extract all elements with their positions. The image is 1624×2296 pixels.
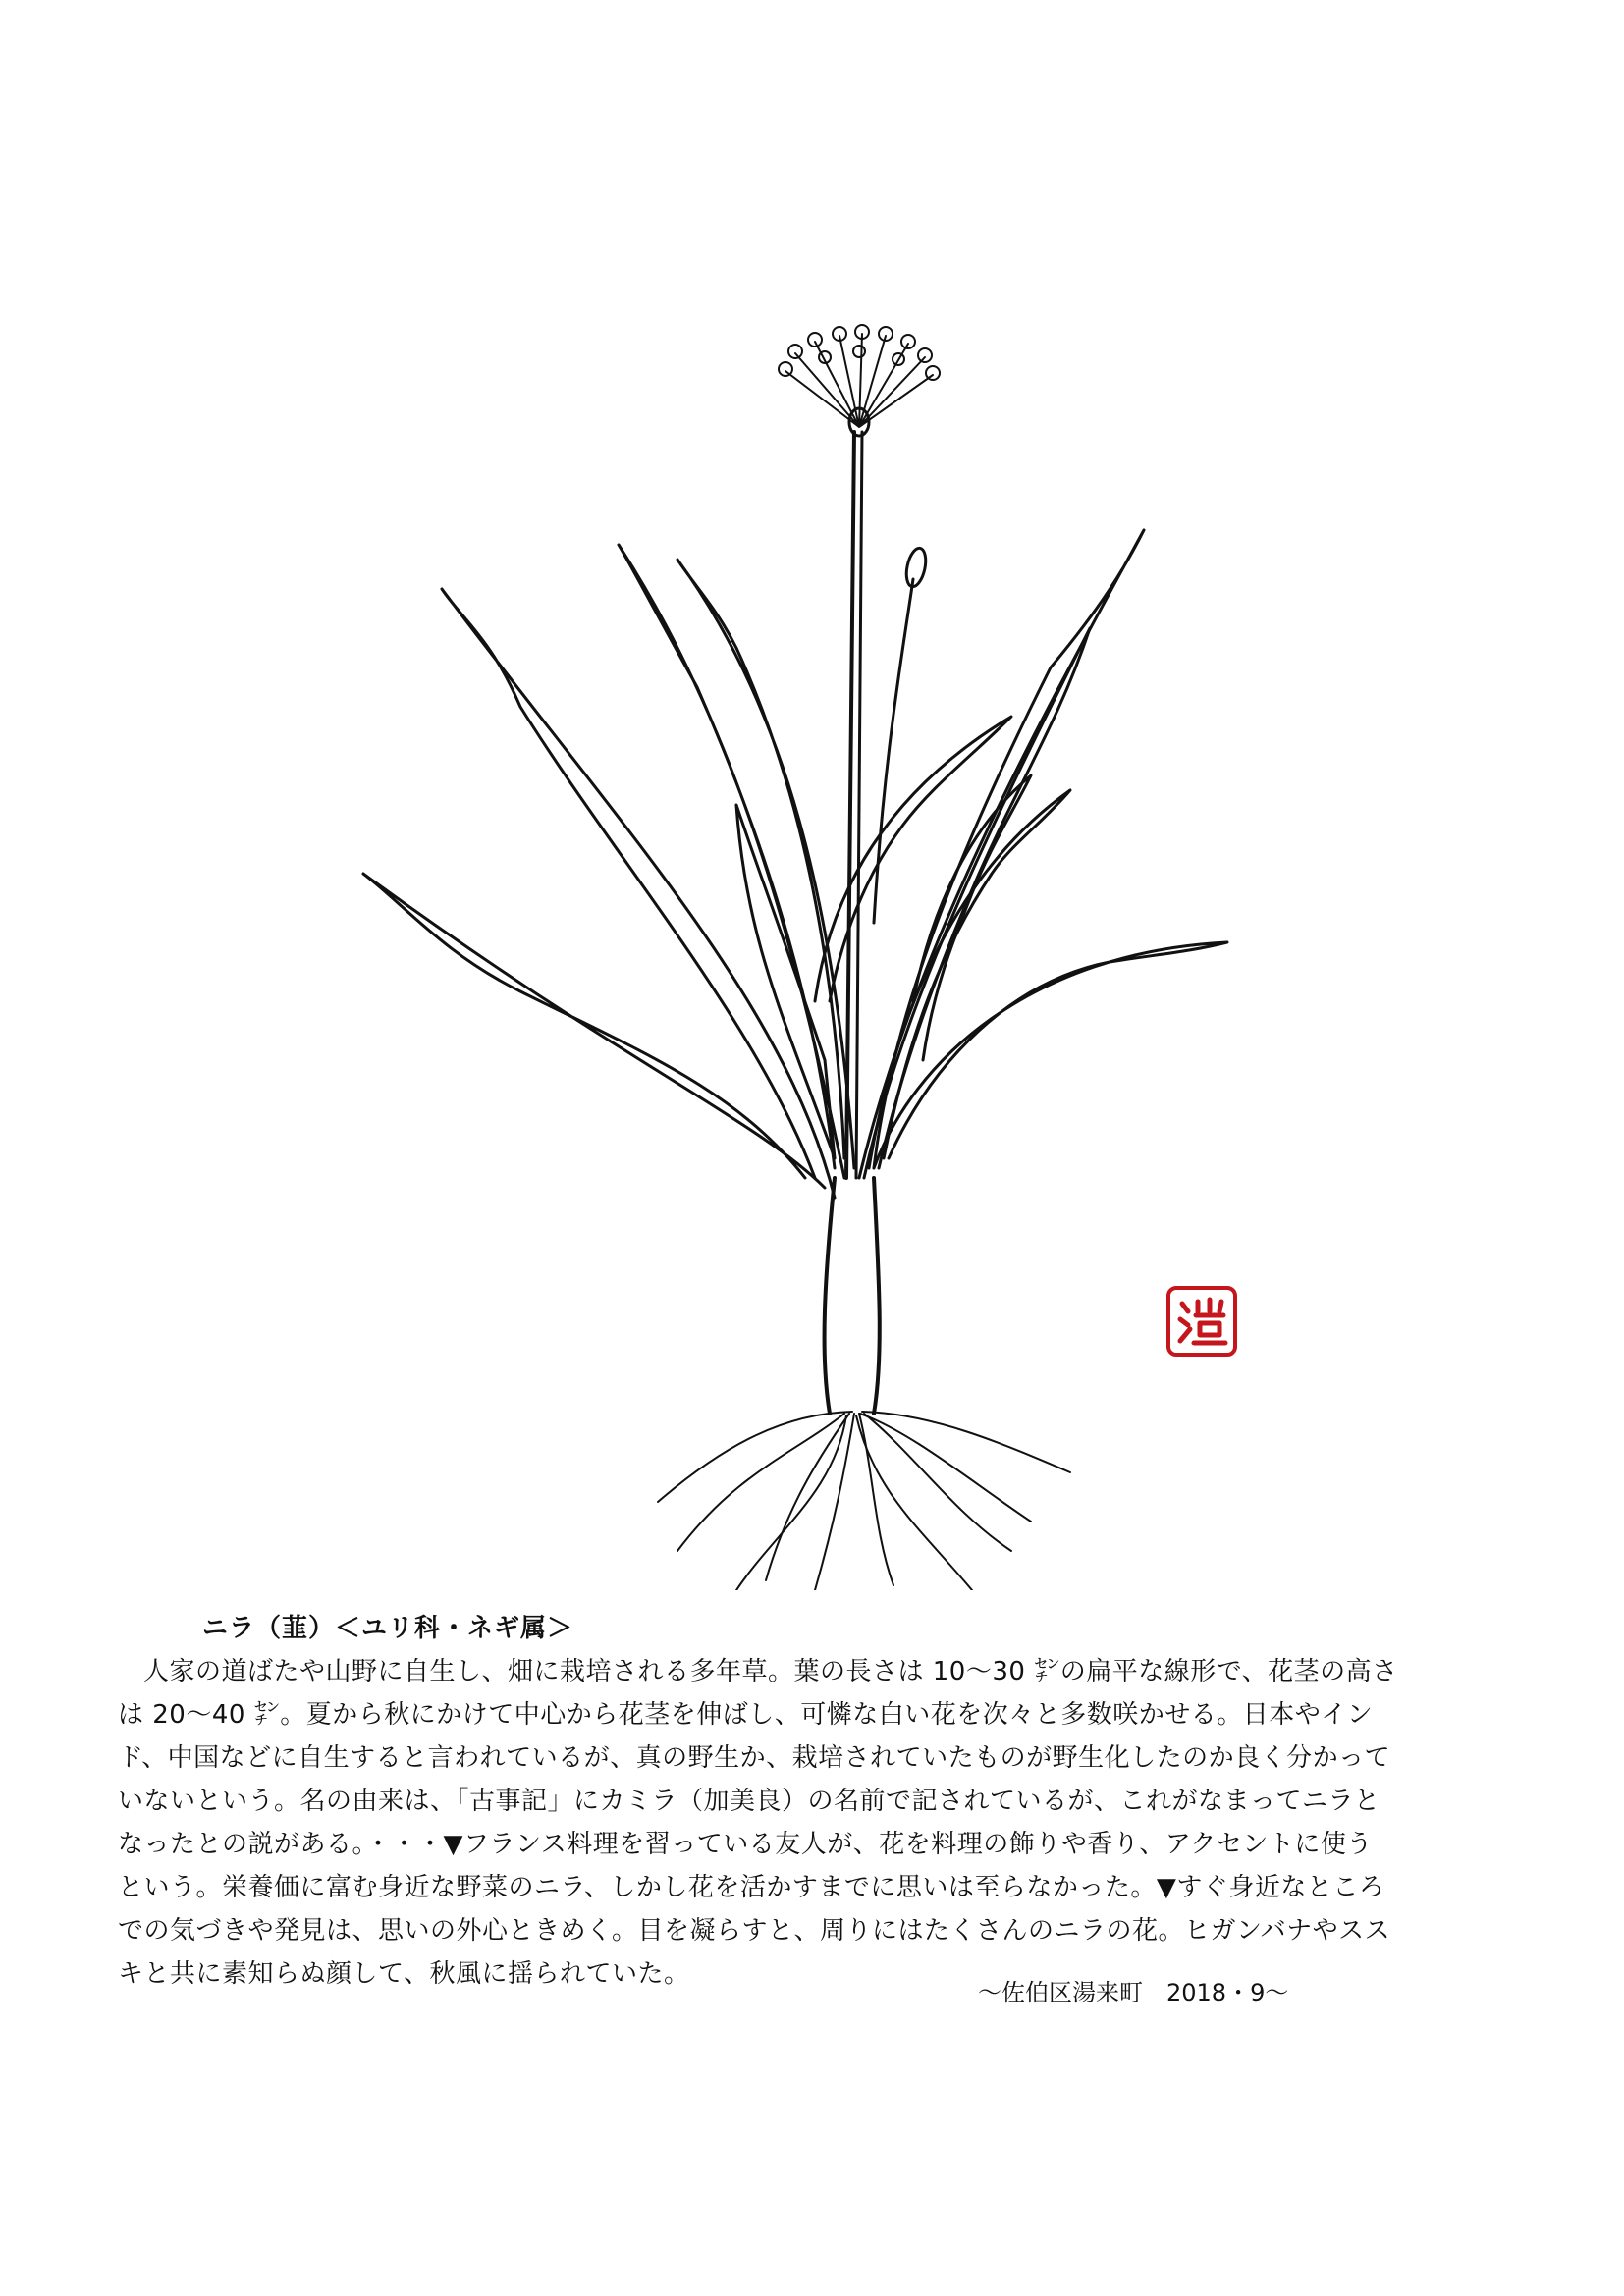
plant-base bbox=[825, 1178, 880, 1414]
body-line: 人家の道ばたや山野に自生し、畑に栽培される多年草。葉の長さは 10～30 ㌢の扁平な線形で、花茎の高さ bbox=[143, 1657, 1398, 1686]
article-body bbox=[118, 1650, 1492, 1996]
body-line: は 20～40 ㌢。夏から秋にかけて中心から花茎を伸ばし、可憐な白い花を次々と多数咲かせる。日本やイン bbox=[118, 1700, 1374, 1730]
seal-stamp bbox=[1166, 1286, 1237, 1357]
body-line: キと共に素知らぬ顔して、秋風に揺られていた。 bbox=[118, 1959, 690, 1989]
body-line: なったとの説がある。・・・▼フランス料理を習っている友人が、花を料理の飾りや香り、アクセントに使う bbox=[118, 1830, 1373, 1859]
flower-stalk bbox=[846, 432, 854, 1178]
body-line: いないという。名の由来は、「古事記」にカミラ（加美良）の名前で記されているが、これがなまってニラと bbox=[118, 1787, 1380, 1816]
leaves bbox=[363, 530, 1227, 1198]
bud-stalk bbox=[874, 579, 913, 923]
article-title: ニラ（韮）＜ユリ科・ネギ属＞ bbox=[202, 1614, 574, 1643]
flower-umbel bbox=[779, 325, 940, 436]
body-line: という。栄養価に富む身近な野菜のニラ、しかし花を活かすまでに思いは至らなかった。▼すぐ身近なところ bbox=[118, 1873, 1385, 1902]
location-date-credit: ～佐伯区湯来町 2018・9～ bbox=[978, 1979, 1289, 2006]
roots bbox=[658, 1412, 1070, 1590]
plant-illustration bbox=[324, 314, 1267, 1590]
body-line: での気づきや発見は、思いの外心ときめく。目を凝らすと、周りにはたくさんのニラの花。ヒガンバナやスス bbox=[118, 1916, 1391, 1946]
body-line: ド、中国などに自生すると言われているが、真の野生か、栽培されていたものが野生化したのか良く分かって bbox=[118, 1743, 1391, 1773]
